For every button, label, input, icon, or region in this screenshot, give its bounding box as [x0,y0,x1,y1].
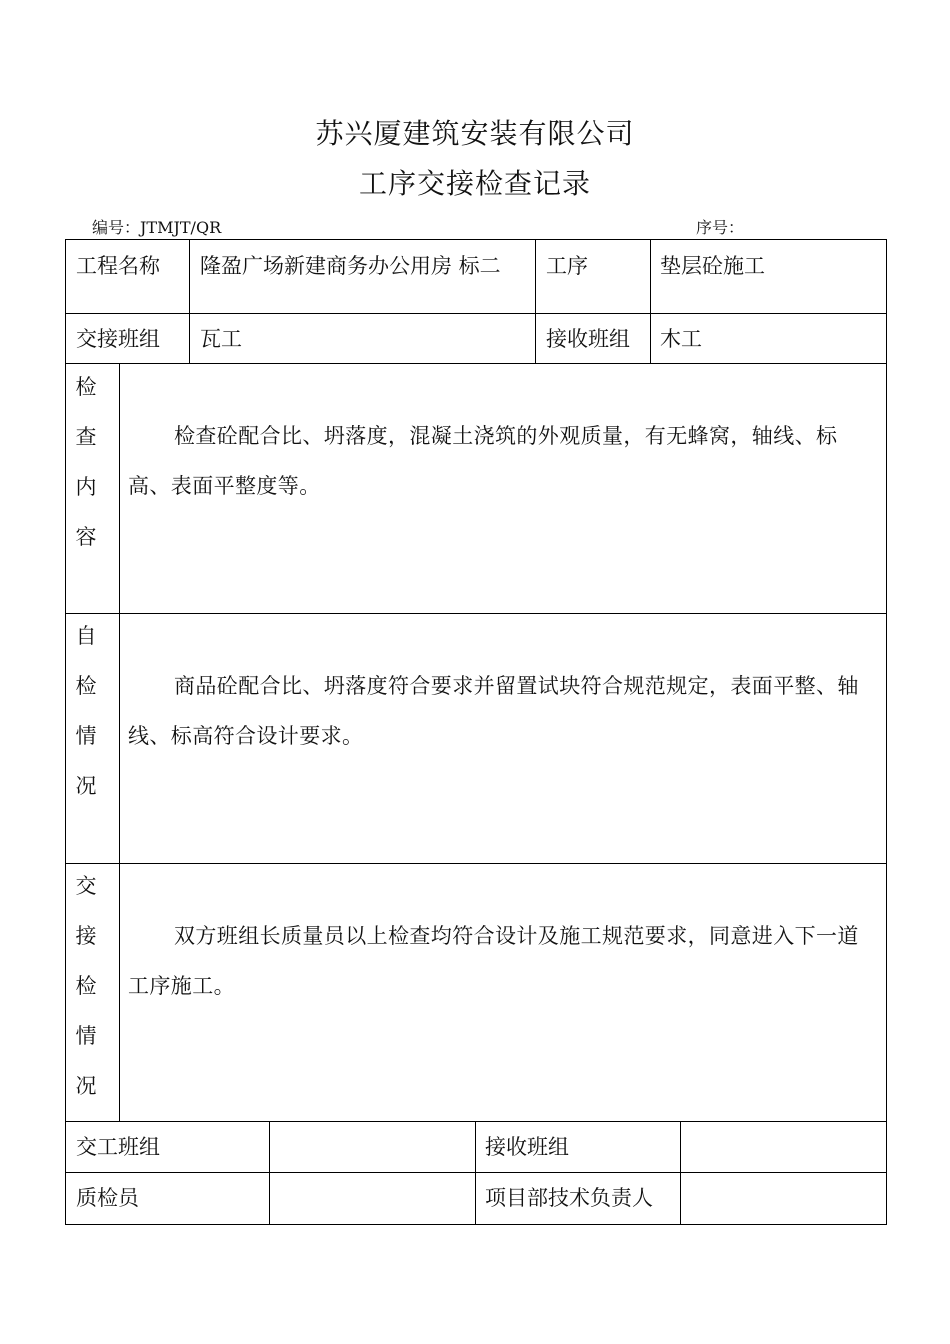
process-value: 垫层砼施工 [660,254,765,278]
document-title: 工序交接检查记录 [358,167,591,200]
company-name: 苏兴厦建筑安装有限公司 [315,117,635,150]
handover-team-label: 交接班组 [76,327,160,351]
receive-team-value: 木工 [660,327,702,351]
serial-number: 序号： [696,218,745,237]
check-content-text: 检查砼配合比、坍落度，混凝土浇筑的外观质量，有无蜂窝，轴线、标高、表面平整度等。 [128,424,838,498]
project-name-label: 工程名称 [76,254,160,278]
receive-team-label: 接收班组 [546,327,630,351]
self-check-label: 自 检 情 况 [75,624,97,798]
handover-check-text: 双方班组长质量员以上检查均符合设计及施工规范要求，同意进入下一道工序施工。 [128,924,859,998]
tech-lead-label: 项目部技术负责人 [485,1186,653,1210]
self-check-text: 商品砼配合比、坍落度符合要求并留置试块符合规范规定，表面平整、轴线、标高符合设计要求。 [128,674,859,748]
handover-check-label: 交 接 检 情 况 [75,874,97,1098]
footer-receive-team-label: 接收班组 [485,1135,569,1159]
document-code: 编号：JTMJT/QR [92,218,222,237]
process-label: 工序 [546,254,588,278]
handover-team-value: 瓦工 [200,327,242,351]
deliver-team-label: 交工班组 [76,1135,160,1159]
check-content-label: 检 查 内 容 [75,375,97,549]
inspector-label: 质检员 [76,1186,139,1210]
project-name-value: 隆盈广场新建商务办公用房 标二 [200,254,501,278]
